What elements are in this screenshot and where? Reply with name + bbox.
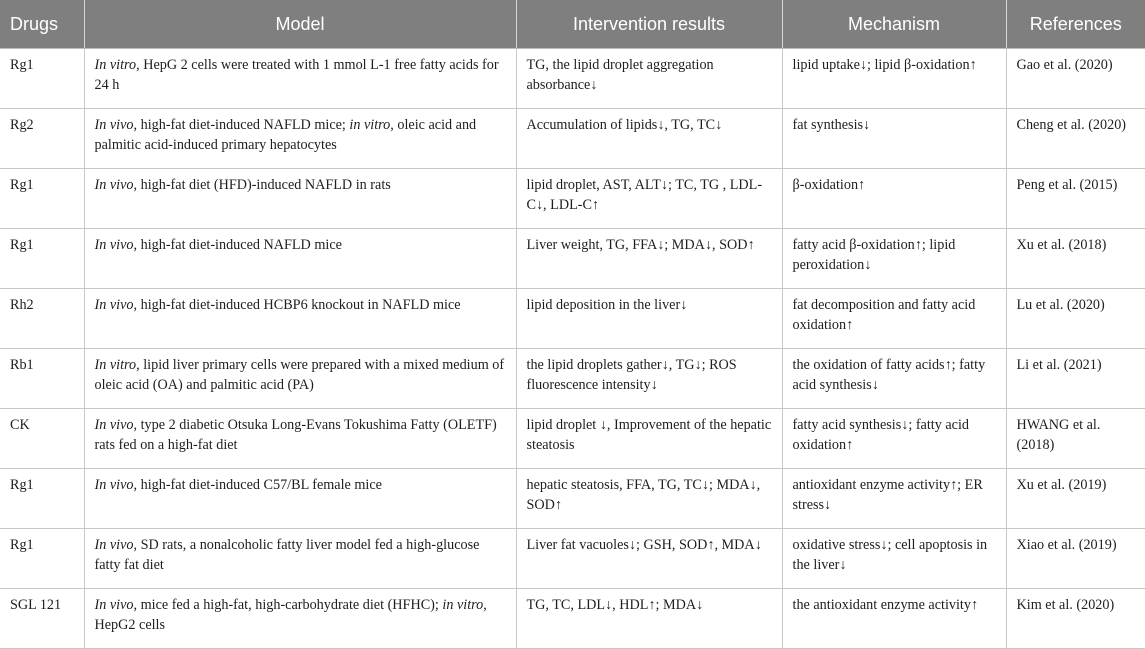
result-cell: Liver weight, TG, FFA↓; MDA↓, SOD↑ [516,229,782,289]
header-mechanism: Mechanism [782,0,1006,49]
result-cell: TG, TC, LDL↓, HDL↑; MDA↓ [516,589,782,649]
model-text: , oleic acid and palmitic acid-induced primary hepatocytes [94,117,477,153]
mechanism-cell: the oxidation of fatty acids↑; fatty acid synthesis↓ [782,349,1006,409]
reference-cell: Xu et al. (2019) [1006,469,1145,529]
model-cell [84,169,516,229]
model-prefix: In vitro [94,57,137,73]
result-cell: lipid droplet, AST, ALT↓; TC, TG , LDL-C↓, LDL-C↑ [516,169,782,229]
model-text: , type 2 diabetic Otsuka Long-Evans Tokushima Fatty (OLETF) rats fed on a high-fat diet [94,417,497,453]
model-cell [84,289,516,349]
model-text: , high-fat diet-induced HCBP6 knockout in NAFLD mice [133,297,461,313]
reference-cell: Li et al. (2021) [1006,349,1145,409]
model-text: , SD rats, a nonalcoholic fatty liver model fed a high-glucose fatty fat diet [94,537,480,573]
drug-cell: Rg1 [0,529,84,589]
model-prefix: In vivo [94,117,134,133]
table-row [0,289,1145,349]
mechanism-cell: β-oxidation↑ [782,169,1006,229]
result-cell: lipid deposition in the liver↓ [516,289,782,349]
reference-cell: Xu et al. (2018) [1006,229,1145,289]
model-prefix: In vivo [94,297,134,313]
header-drugs: Drugs [0,0,84,49]
table-header [0,0,1145,49]
result-cell: TG, the lipid droplet aggregation absorbance↓ [516,49,782,109]
drug-cell: Rg1 [0,169,84,229]
model-text: , lipid liver primary cells were prepared with a mixed medium of oleic acid (OA) and palmitic acid (PA) [94,357,505,393]
table-row [0,469,1145,529]
header-intervention-results: Intervention results [516,0,782,49]
model-cell [84,49,516,109]
drug-cell: Rg1 [0,469,84,529]
mechanism-cell: oxidative stress↓; cell apoptosis in the liver↓ [782,529,1006,589]
reference-cell: Gao et al. (2020) [1006,49,1145,109]
model-text: , high-fat diet-induced NAFLD mice [133,237,342,253]
model-prefix: In vivo [94,477,134,493]
table-row [0,49,1145,109]
drug-cell: Rg1 [0,229,84,289]
result-cell: hepatic steatosis, FFA, TG, TC↓; MDA↓, SOD↑ [516,469,782,529]
model-text: , high-fat diet (HFD)-induced NAFLD in rats [133,177,391,193]
mechanism-cell: lipid uptake↓; lipid β-oxidation↑ [782,49,1006,109]
drug-cell: Rb1 [0,349,84,409]
table-row [0,409,1145,469]
result-cell: the lipid droplets gather↓, TG↓; ROS fluorescence intensity↓ [516,349,782,409]
model-mid: , mice fed a high-fat, high-carbohydrate diet (HFHC); [133,597,443,613]
model-prefix: In vivo [94,537,134,553]
table-row [0,229,1145,289]
drug-cell: Rg2 [0,109,84,169]
mechanism-cell: fatty acid synthesis↓; fatty acid oxidation↑ [782,409,1006,469]
drug-cell: Rh2 [0,289,84,349]
table-row [0,109,1145,169]
model-cell [84,529,516,589]
model-text: , HepG2 cells [94,597,487,633]
drug-cell: Rg1 [0,49,84,109]
result-cell: lipid droplet ↓, Improvement of the hepatic steatosis [516,409,782,469]
model-cell [84,469,516,529]
table-row [0,349,1145,409]
result-cell: Liver fat vacuoles↓; GSH, SOD↑, MDA↓ [516,529,782,589]
reference-cell: Lu et al. (2020) [1006,289,1145,349]
model-prefix: In vivo [94,417,134,433]
mechanism-cell: antioxidant enzyme activity↑; ER stress↓ [782,469,1006,529]
model-cell [84,229,516,289]
model-cell [84,109,516,169]
mechanism-cell: the antioxidant enzyme activity↑ [782,589,1006,649]
drug-cell: CK [0,409,84,469]
model-text: , high-fat diet-induced C57/BL female mice [133,477,382,493]
result-cell: Accumulation of lipids↓, TG, TC↓ [516,109,782,169]
model-prefix-2: in vitro [442,597,484,613]
model-cell [84,349,516,409]
model-prefix: In vivo [94,177,134,193]
header-references: References [1006,0,1145,49]
model-prefix: In vivo [94,237,134,253]
model-text: , HepG 2 cells were treated with 1 mmol L-1 free fatty acids for 24 h [94,57,499,93]
model-prefix-2: in vitro [349,117,391,133]
reference-cell: Peng et al. (2015) [1006,169,1145,229]
header-model: Model [84,0,516,49]
model-prefix: In vitro [94,357,137,373]
model-cell [84,409,516,469]
reference-cell: Kim et al. (2020) [1006,589,1145,649]
table-row [0,529,1145,589]
mechanism-cell: fat decomposition and fatty acid oxidation↑ [782,289,1006,349]
reference-cell: Xiao et al. (2019) [1006,529,1145,589]
reference-cell: Cheng et al. (2020) [1006,109,1145,169]
drug-cell: SGL 121 [0,589,84,649]
mechanism-cell: fat synthesis↓ [782,109,1006,169]
table-row [0,169,1145,229]
mechanism-cell: fatty acid β-oxidation↑; lipid peroxidation↓ [782,229,1006,289]
model-mid: , high-fat diet-induced NAFLD mice; [133,117,350,133]
reference-cell: HWANG et al. (2018) [1006,409,1145,469]
model-prefix: In vivo [94,597,134,613]
